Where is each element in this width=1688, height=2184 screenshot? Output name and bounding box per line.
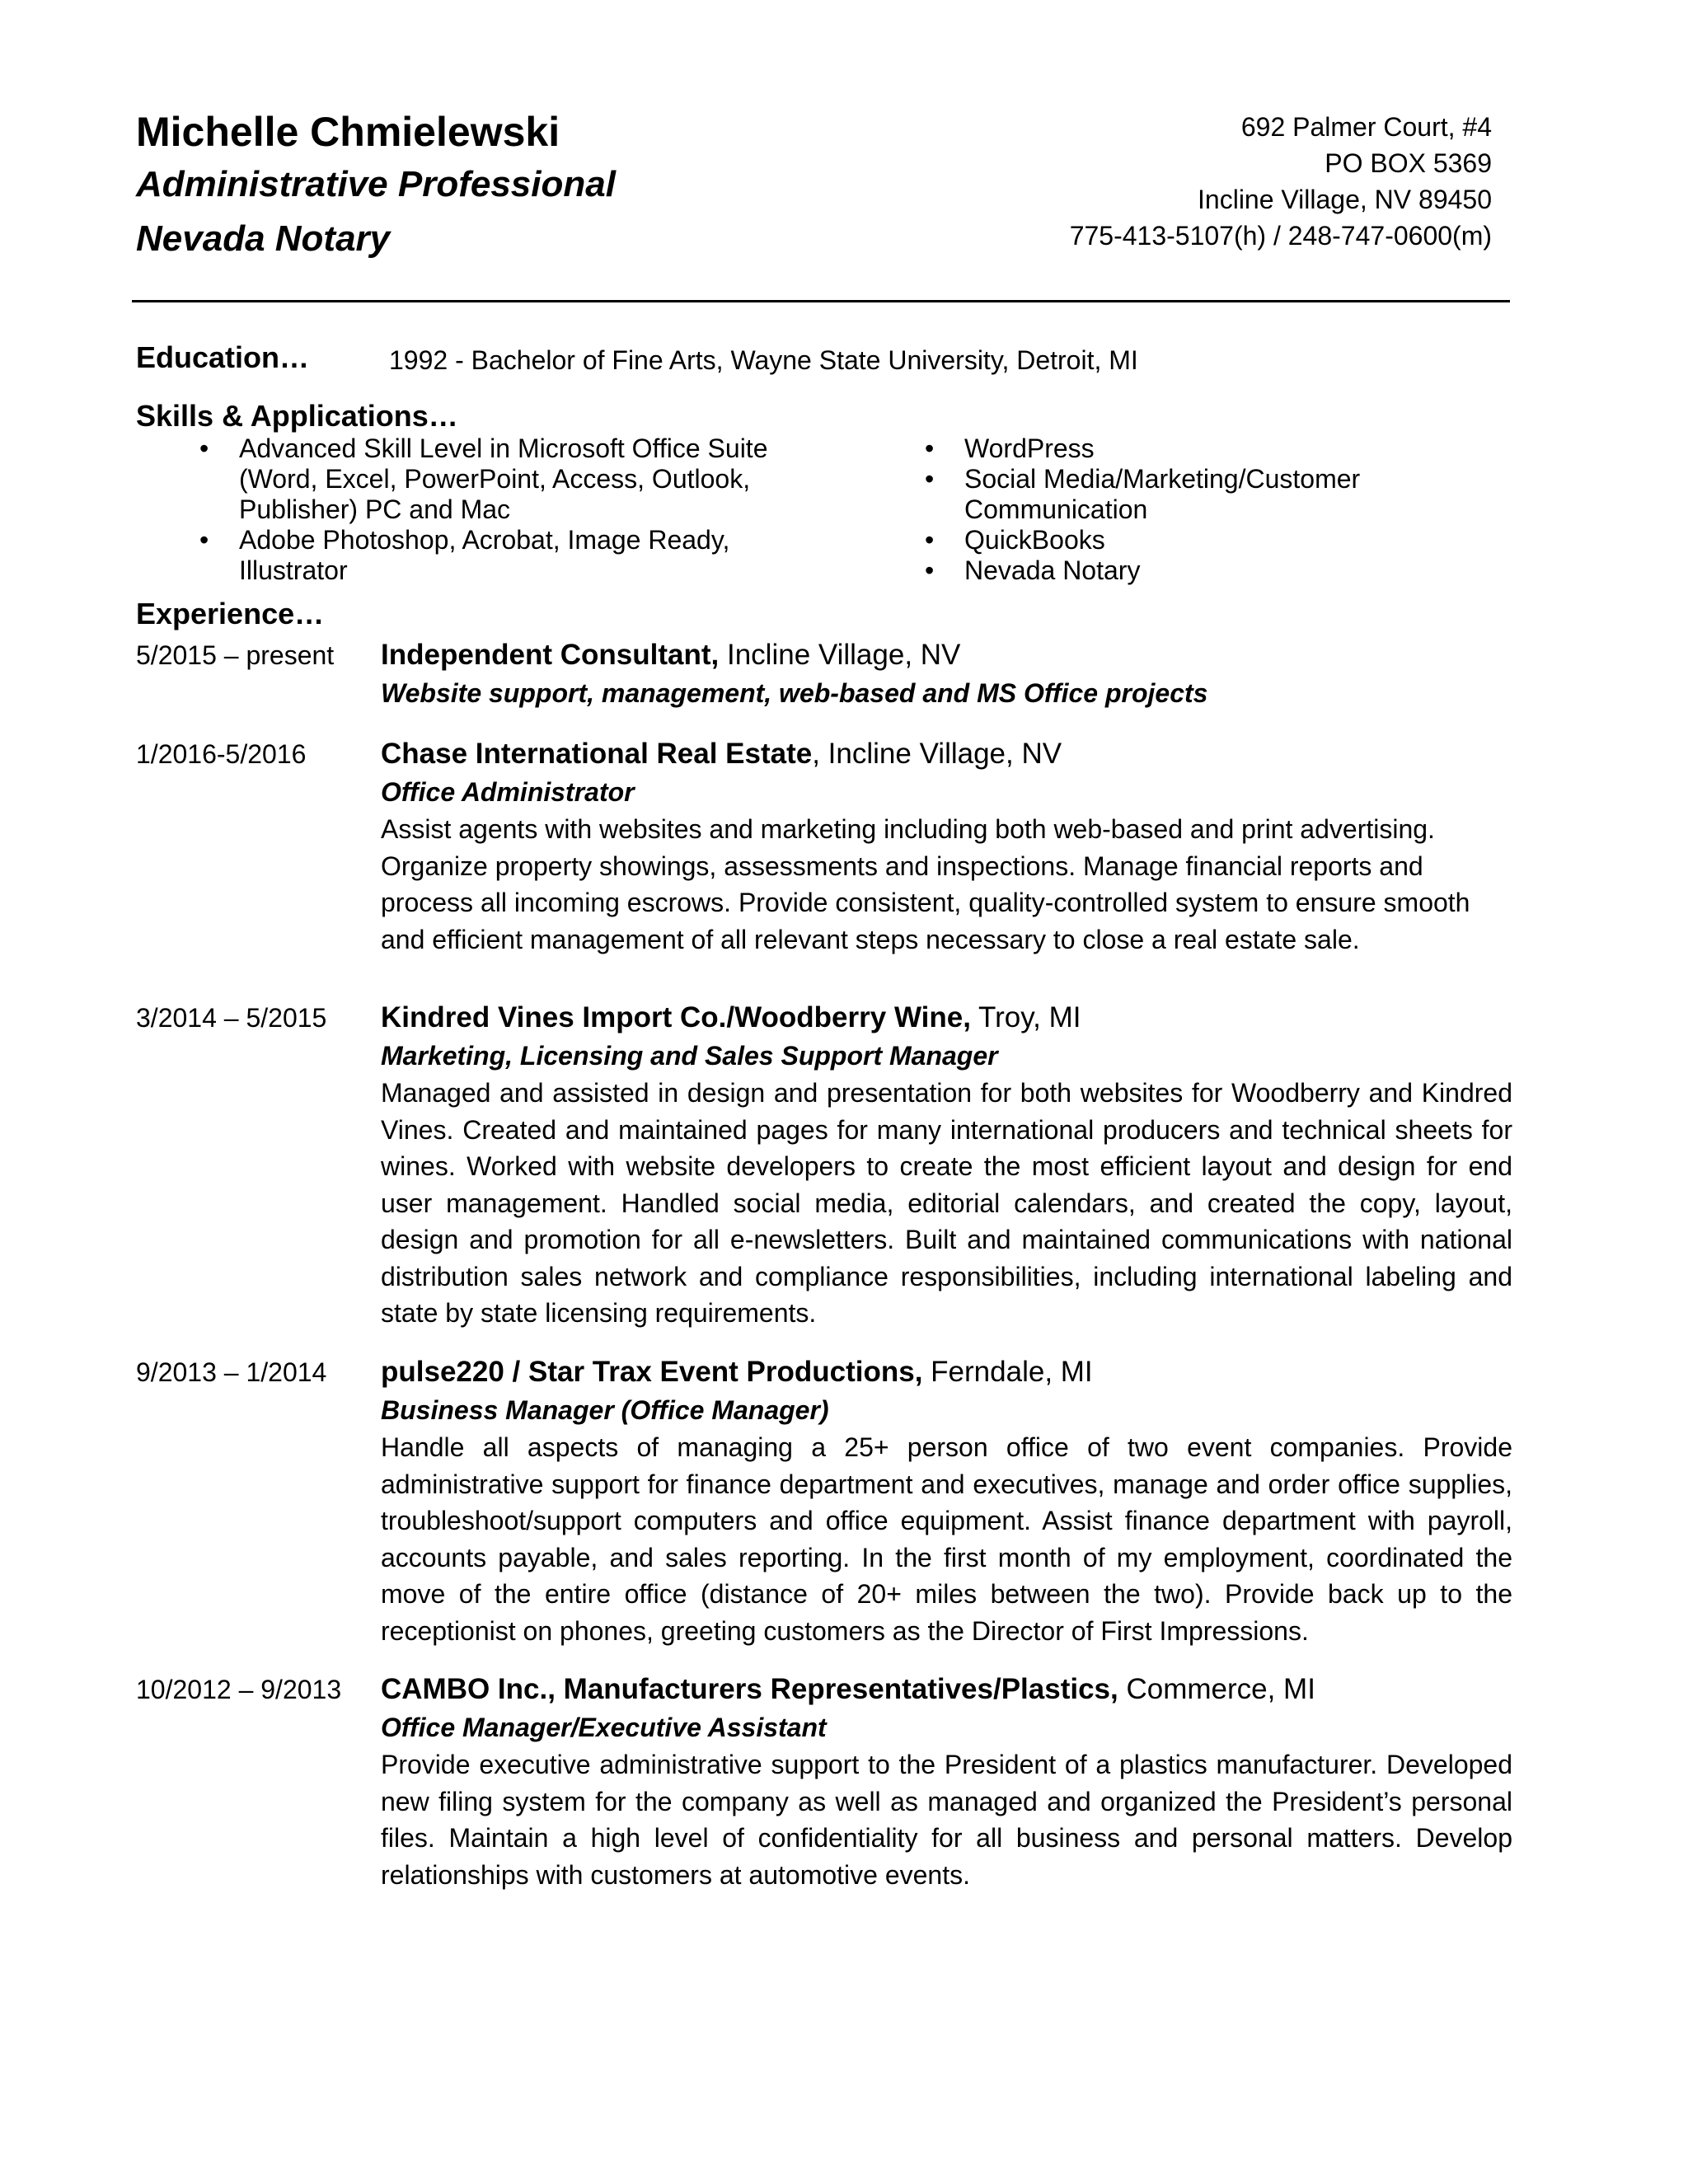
- company-name: Kindred Vines Import Co./Woodberry Wine,: [381, 1001, 971, 1033]
- job-description: Assist agents with websites and marketing including both web-based and print advertising. Organize property showings, assessments and inspections. Manage financial reports and process all incoming escrows. Provide consistent, quality-controlled system to ensure smooth and efficient management of all relevant steps necessary to close a real estate sale.: [381, 814, 1470, 954]
- professional-subtitle: Nevada Notary: [136, 218, 391, 259]
- job-description: Provide executive administrative support to the President of a plastics manufacturer. Developed new filing system for the company as well as managed and organized the President’s personal files. Maintain a high level of confidentiality for all business and personal matters. Develop relationships with customers at automotive events.: [381, 1750, 1512, 1890]
- job-description: Managed and assisted in design and presentation for both websites for Woodberry and Kindred Vines. Created and maintained pages for many international producers and technical sheets for wines. Worked with website developers to create the most efficient layout and design for end user management. Handled social media, editorial calendars, and created the copy, layout, design and promotion for all e-newsletters. Built and maintained communications with national distribution sales network and compliance responsibilities, including international labeling and state by state licensing requirements.: [381, 1078, 1512, 1328]
- job-dates: 3/2014 – 5/2015: [136, 1003, 327, 1033]
- list-item: • WordPress: [925, 434, 1518, 464]
- skills-list-right: [925, 434, 1518, 586]
- education-heading: Education…: [136, 340, 310, 374]
- job-role: Business Manager (Office Manager): [381, 1395, 829, 1425]
- company-name: pulse220 / Star Trax Event Productions,: [381, 1356, 923, 1388]
- company-location: Incline Village, NV: [719, 639, 961, 671]
- experience-heading: Experience…: [136, 597, 325, 630]
- job-description: Handle all aspects of managing a 25+ person office of two event companies. Provide administrative support for finance department and executives, manage and order office supplies, troubleshoot/support computers and office equipment. Assist finance department with payroll, accounts payable, and sales reporting. In the first month of my employment, coordinated the move of the entire office (distance of 20+ miles between the two). Provide back up to the receptionist on phones, greeting customers as the Director of First Impressions.: [381, 1432, 1512, 1646]
- company-name: CAMBO Inc., Manufacturers Representatives/Plastics,: [381, 1673, 1118, 1705]
- professional-title: Administrative Professional: [136, 164, 616, 204]
- job-dates: 1/2016-5/2016: [136, 739, 307, 769]
- job-dates: 9/2013 – 1/2014: [136, 1357, 327, 1387]
- job-role: Office Manager/Executive Assistant: [381, 1713, 827, 1742]
- contact-block: [1070, 109, 1492, 254]
- list-item: • Nevada Notary: [925, 555, 1518, 586]
- job-dates: 10/2012 – 9/2013: [136, 1675, 342, 1704]
- job-role: Marketing, Licensing and Sales Support Manager: [381, 1041, 998, 1071]
- education-entry: 1992 - Bachelor of Fine Arts, Wayne State University, Detroit, MI: [389, 345, 1138, 375]
- address-line-1: 692 Palmer Court, #4: [1240, 112, 1492, 142]
- skills-list-left: [199, 434, 826, 586]
- address-line-3: Incline Village, NV 89450: [1198, 185, 1492, 214]
- header-divider: [132, 300, 1510, 302]
- company-name: Chase International Real Estate: [381, 738, 813, 770]
- list-item: • Adobe Photoshop, Acrobat, Image Ready, Illustrator: [199, 525, 826, 586]
- company-location: Commerce, MI: [1118, 1673, 1315, 1705]
- job-dates: 5/2015 – present: [136, 640, 335, 670]
- list-item: • Advanced Skill Level in Microsoft Office Suite (Word, Excel, PowerPoint, Access, Outlook, Publisher) PC and Mac: [199, 434, 826, 525]
- list-item: • Social Media/Marketing/Customer Communication: [925, 464, 1518, 525]
- phone-numbers: 775-413-5107(h) / 248-747-0600(m): [1069, 221, 1492, 251]
- candidate-name: Michelle Chmielewski: [136, 109, 560, 155]
- company-name: Independent Consultant,: [381, 639, 720, 671]
- list-item: • QuickBooks: [925, 525, 1518, 555]
- job-role: Office Administrator: [381, 777, 635, 807]
- skills-heading: Skills & Applications…: [136, 399, 458, 433]
- job-role: Website support, management, web-based and MS Office projects: [381, 678, 1208, 708]
- company-location: Ferndale, MI: [922, 1356, 1093, 1388]
- address-line-2: PO BOX 5369: [1325, 148, 1492, 178]
- company-location: , Incline Village, NV: [812, 738, 1062, 770]
- company-location: Troy, MI: [970, 1001, 1081, 1033]
